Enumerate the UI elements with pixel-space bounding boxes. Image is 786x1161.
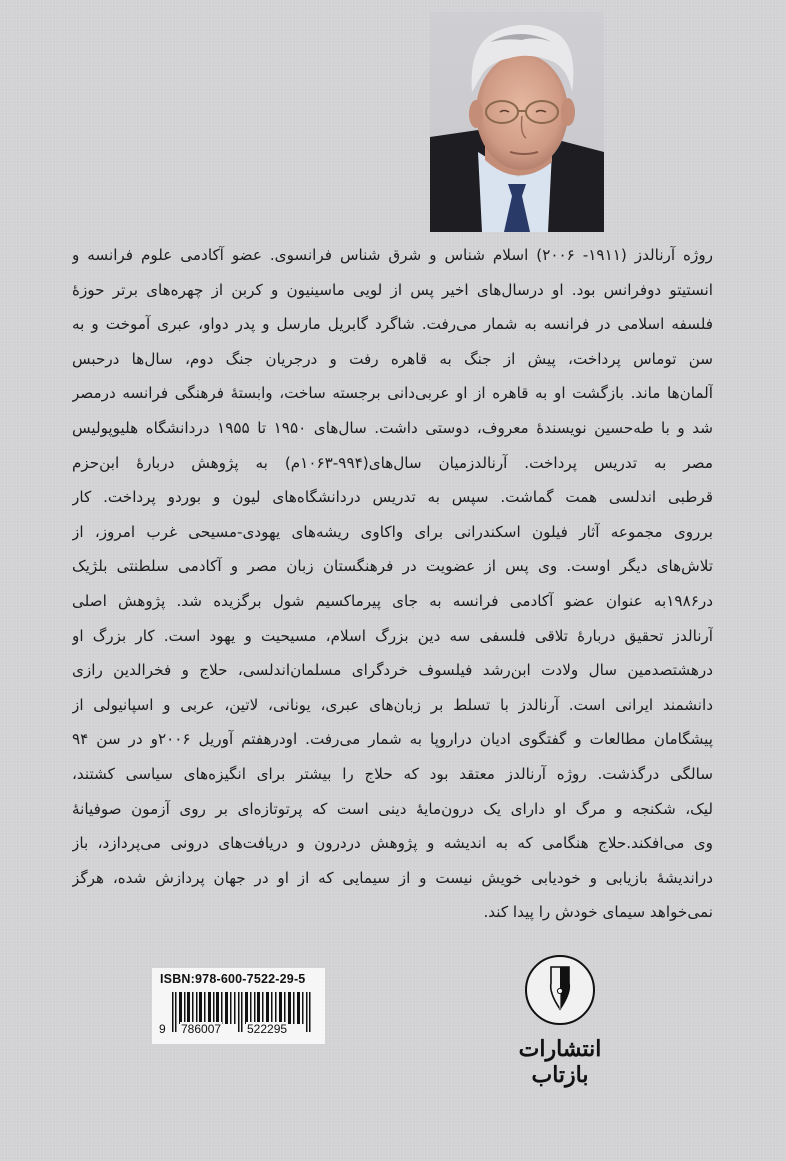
bio-line: آرنالدز تحقیق دربارهٔ تلاقی فلسفی سه دین بزرگ اسلام، مسیحیت و یهود است. کار بزرگ او bbox=[72, 626, 713, 645]
bio-line: نمی‌خواهد سیمای خودش را پیدا کند. bbox=[483, 903, 713, 922]
bio-line: دانشمند ایرانی است. آرنالدز با تسلط بر زبان‌های عبری، یونانی، لاتین، عربی و اسپانیولی از bbox=[72, 695, 713, 714]
bio-line: انستیتو دوفرانس بود. او درسال‌های اخیر پس از لویی ماسینیون و کربن از چهره‌های برتر حوزهٔ bbox=[72, 280, 713, 299]
author-photo bbox=[430, 12, 604, 232]
bio-line: درهشتصدمین سال ولادت ابن‌رشد فیلسوف خردگرای مسلمان‌اندلسی، حلاج و فخرالدین رازی bbox=[72, 661, 713, 680]
bio-line: مصر به تدریس پرداخت. آرنالدزمیان سال‌های(۹۹۴-۱۰۶۳م) به پژوهش دربارهٔ ابن‌حزم bbox=[72, 453, 713, 472]
bio-line: روژه آرنالدز (۱۹۱۱- ۲۰۰۶) اسلام شناس و شرق شناس فرانسوی. عضو آکادمی علوم فرانسه و bbox=[72, 246, 713, 264]
bio-line: لیک، شکنجه و مرگ او دارای یک درون‌مایهٔ دینی است که پرتوتازه‌ای بر روی آزمون صوفیانهٔ bbox=[72, 799, 713, 818]
barcode-digits-left: 786007 bbox=[181, 1022, 222, 1036]
publisher-name: انتشارات بازتاب bbox=[518, 1036, 602, 1088]
isbn-barcode bbox=[152, 968, 325, 1044]
bio-line: برروی مجموعه آثار فیلون اسکندرانی برای واکاوی ریشه‌های یهودی-مسیحی غرب امروز، از bbox=[72, 522, 713, 541]
bio-line: دراندیشهٔ بازیابی و خودیابی خویش نیست و از سیمایی که از او در جهان پردازش شده، هرگز bbox=[72, 868, 713, 887]
isbn-label: ISBN:978-600-7522-29-5 bbox=[160, 972, 306, 986]
bio-line: سالگی درگذشت. روژه آرنالدز معتقد بود که حلاج را بیشتر برای انگیزه‌های سیاسی کشتند، bbox=[72, 764, 713, 783]
bio-line: وی می‌افکند.حلاج هنگامی که به اندیشه و پژوهش دردرون و دریافت‌های درونی می‌پردازد، باز bbox=[72, 834, 713, 853]
fountain-pen-nib-icon bbox=[525, 955, 595, 1025]
bio-line: قرطبی اندلسی همت گماشت. سپس به تدریس دردانشگاه‌های لیون و بوردو پرداخت. کار bbox=[72, 488, 713, 507]
bio-line: آلمان‌ها ماند. بازگشت او به قاهره از او عربی‌دانی برجسته ساخت، وابستهٔ فرهنگی فرانسه درمصر bbox=[72, 384, 713, 403]
bio-line: سن توماس پرداخت، پیش از جنگ به قاهره رفت و درجریان جنگ دوم، سال‌ها درحبس bbox=[72, 349, 713, 368]
bio-line: در۱۹۸۶به عنوان عضو آکادمی فرانسه به جای پیرماکسیم شول برگزیده شد. پژوهش اصلی bbox=[72, 591, 713, 610]
bio-line: تلاش‌های دیگر اوست. وی پس از عضویت در فرهنگستان زبان مصر و آکادمی سلطنتی بلژیک bbox=[72, 557, 713, 576]
bio-line: شد و با طه‌حسین نویسندهٔ معروف، دوستی داشت. سال‌های ۱۹۵۰ تا ۱۹۵۵ دردانشگاه هلیوپولیس bbox=[72, 418, 713, 437]
bio-line: پیشگامان مطالعات و گفتگوی ادیان دراروپا به شمار می‌رفت. اودرهفتم آوریل ۲۰۰۶و در سن ۹۴ bbox=[72, 730, 713, 749]
bio-line: فلسفه اسلامی در فرانسه به شمار می‌رفت. شاگرد گابریل مارسل و پدر دواو، عبری آموخت و به bbox=[72, 315, 713, 334]
publisher-logo bbox=[495, 950, 625, 1088]
barcode-digits-right: 522295 bbox=[247, 1022, 288, 1036]
author-biography bbox=[72, 238, 713, 930]
barcode-lead-digit: 9 bbox=[159, 1022, 166, 1036]
